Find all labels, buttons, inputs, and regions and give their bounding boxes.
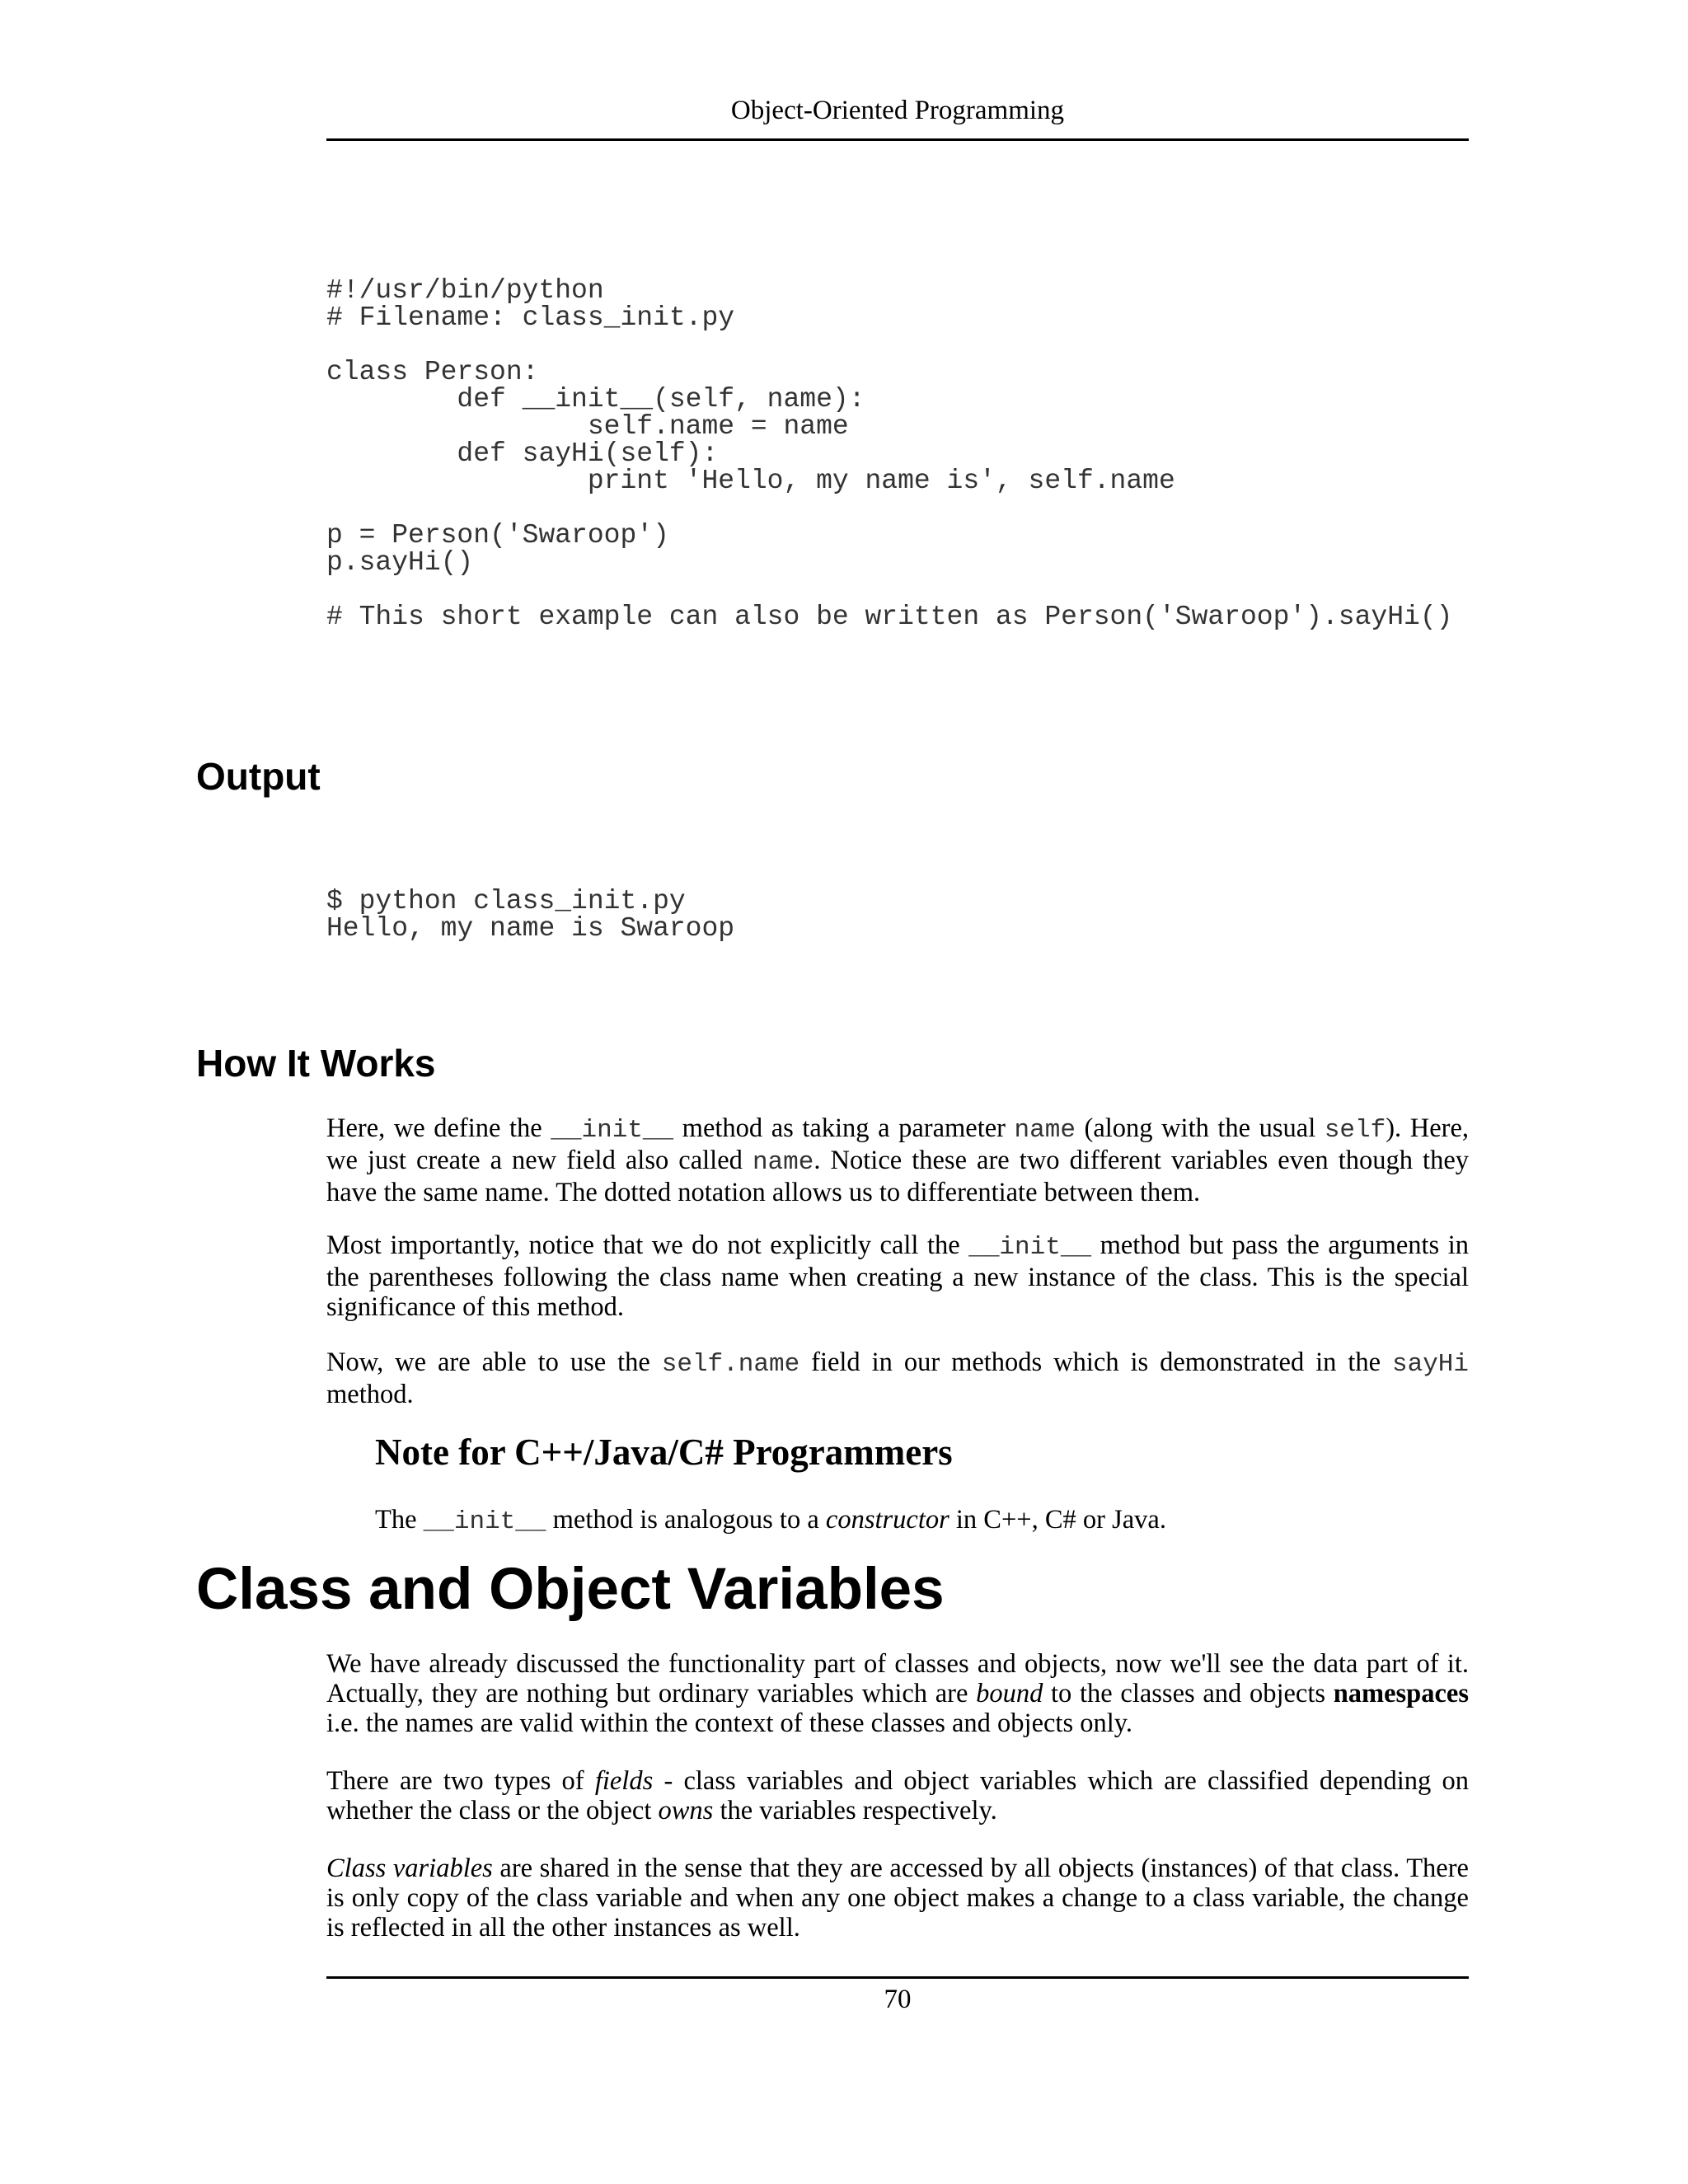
text-run: to the classes and objects [1043,1679,1334,1708]
class-vars-paragraph-1 [326,1649,1469,1738]
emphasis: Class variables [326,1854,493,1883]
text-run: method is analogous to a [546,1505,826,1535]
text-run: ). Here, we just create a new field also called [326,1113,1469,1175]
class-vars-paragraph-3 [326,1854,1469,1943]
text-run: The [375,1505,424,1535]
inline-code: __init__ [423,1507,546,1536]
text-run: the variables respectively. [713,1796,997,1825]
emphasis: bound [976,1679,1043,1708]
inline-code: __init__ [968,1233,1092,1262]
code-listing-class-init: #!/usr/bin/python # Filename: class_init.py class Person: def __init__(self, name): self.name = name def sayHi(self): print 'Hello, my name is', self.name p = Person('Swaroop') p.sayHi() # This short example can also be written as Person('Swaroop').sayHi() [326,275,1453,632]
footer-rule [326,1976,1469,1979]
inline-code: name [752,1148,814,1177]
text-run: - class variables and object variables which are classified depending on whether the class or the object [326,1766,1469,1825]
text-run: in C++, C# or Java. [949,1505,1166,1535]
emphasis: constructor [825,1505,950,1535]
emphasis: fields [594,1766,654,1796]
text-run: . Notice these are two different variables even though they have the same name. The dotted notation allows us to differentiate between them. [326,1146,1470,1207]
text-run: field in our methods which is demonstrated in the [799,1347,1392,1377]
text-run: method. [326,1380,414,1409]
how-it-works-heading: How It Works [196,1042,436,1085]
text-run: method but pass the arguments in the parentheses following the class name when creating a new instance of the class. This is the special significance of this method. [326,1230,1469,1322]
bold-term: namespaces [1333,1679,1469,1708]
text-run: i.e. the names are valid within the context of these classes and objects only. [326,1708,1133,1738]
inline-code: self.name [661,1350,800,1379]
inline-code: self [1324,1116,1386,1145]
how-it-works-paragraph-2 [326,1230,1469,1322]
running-header [326,94,1469,141]
output-heading: Output [196,755,321,798]
note-title: Note for C++/Java/C# Programmers [375,1432,953,1473]
emphasis: owns [658,1796,714,1825]
text-run: Here, we define the [326,1113,551,1143]
text-run: We have already discussed the functionality part of classes and objects, now we'll see the data part of it. Actually, they are nothing but ordinary variables which are [326,1649,1469,1708]
console-output: $ python class_init.py Hello, my name is Swaroop [326,886,735,944]
text-run: Most importantly, notice that we do not explicitly call the [326,1230,969,1260]
inline-code: sayHi [1391,1350,1469,1379]
how-it-works-paragraph-3 [326,1347,1469,1409]
class-vars-paragraph-2 [326,1766,1469,1825]
text-run: There are two types of [326,1766,595,1796]
inline-code: __init__ [551,1116,674,1145]
text-run: method as taking a parameter [673,1113,1015,1143]
text-run: Now, we are able to use the [326,1347,662,1377]
header-title: Object-Oriented Programming [730,96,1065,125]
text-run: (along with the usual [1075,1113,1325,1143]
text-run: are shared in the sense that they are accessed by all objects (instances) of that class. There is only copy of the class variable and when any one object makes a change to a class variable, the change is reflected in all the other instances as well. [326,1854,1469,1943]
how-it-works-paragraph-1 [326,1113,1469,1207]
class-object-variables-heading: Class and Object Variables [196,1557,945,1622]
inline-code: name [1014,1116,1076,1145]
page-number: 70 [884,1985,912,2014]
note-text [375,1505,1166,1537]
